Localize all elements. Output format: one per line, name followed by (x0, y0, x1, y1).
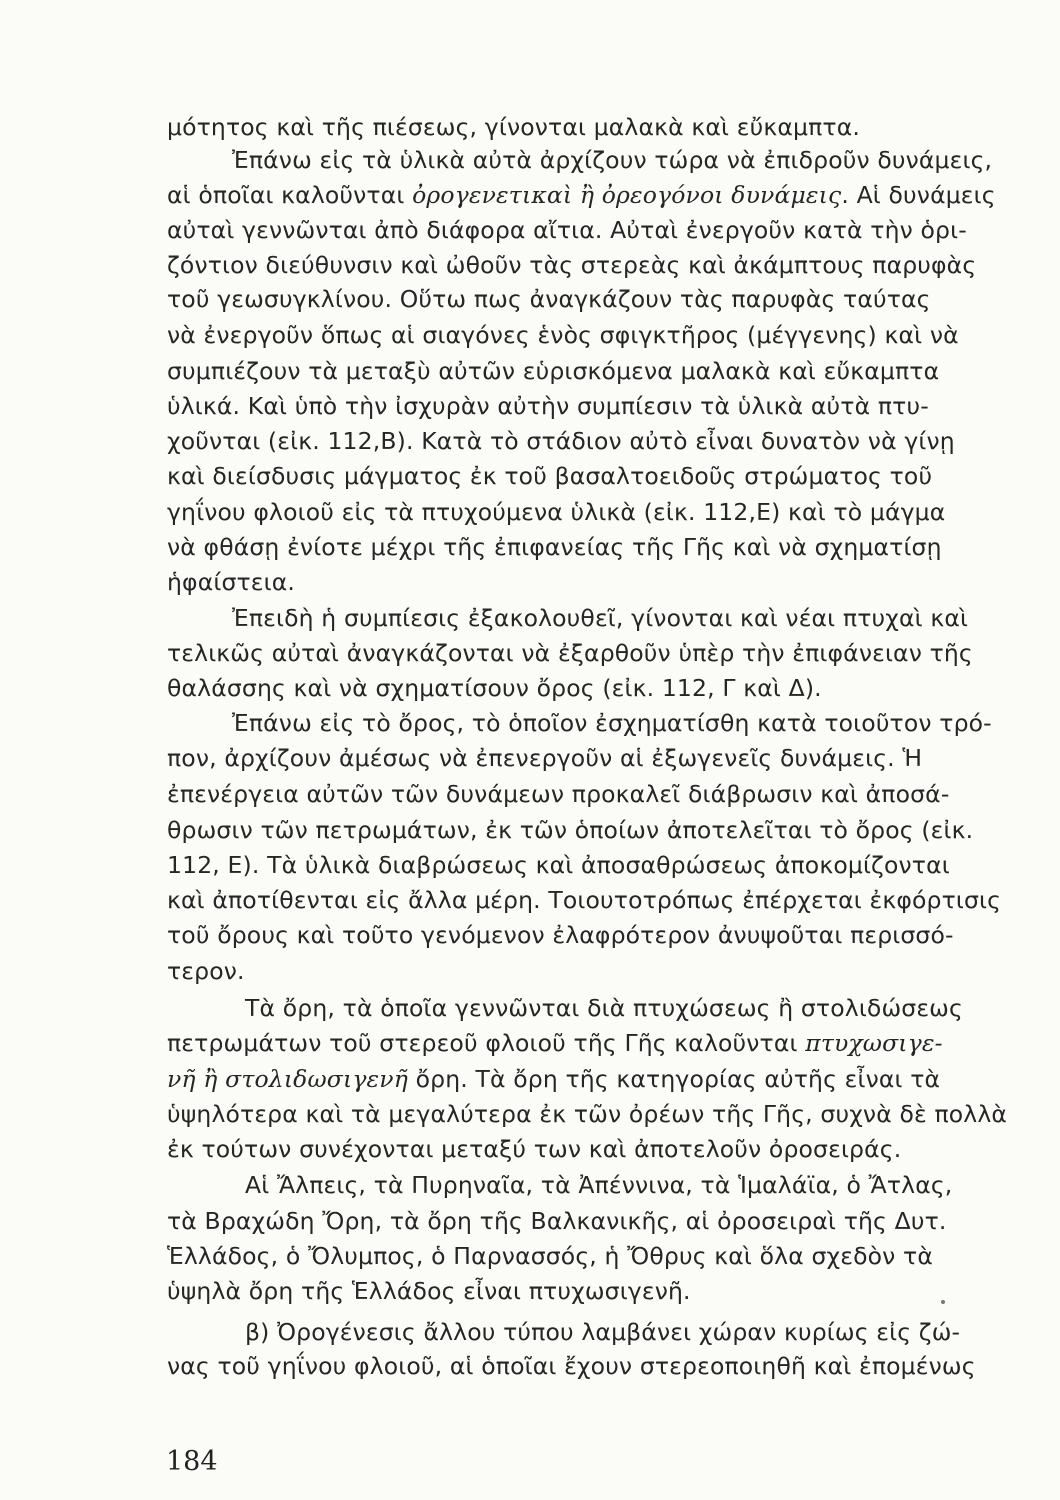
text-line-15: Ἐπειδὴ ἡ συμπίεσις ἐξακολουθεῖ, γίνονται καὶ νέαι πτυχαὶ καὶ (232, 604, 969, 632)
text-line-22: 112, Ε). Τὰ ὑλικὰ διαβρώσεως καὶ ἀποσαθρώσεως ἀποκομίζονται (167, 851, 950, 879)
text-line-1: μότητος καὶ τῆς πιέσεως, γίνονται μαλακὰ καὶ εὔκαμπτα. (167, 113, 860, 141)
text-line-23: καὶ ἀποτίθενται εἰς ἄλλα μέρη. Τοιουτοτρόπως ἐπέρχεται ἐκφόρτισις (167, 886, 1002, 914)
text-line-17: θαλάσσης καὶ νὰ σχηματίσουν ὄρος (εἰκ. 112, Γ καὶ Δ). (167, 674, 822, 702)
text-line-9: ὑλικά. Καὶ ὑπὸ τὴν ἰσχυρὰν αὐτὴν συμπίεσιν τὰ ὑλικὰ αὐτὰ πτυ- (167, 392, 929, 420)
text-line-12: γηΐνου φλοιοῦ εἰς τὰ πτυχούμενα ὑλικὰ (εἰκ. 112,Ε) καὶ τὸ μάγμα (167, 498, 946, 526)
text-line-2: Ἐπάνω εἰς τὰ ὑλικὰ αὐτὰ ἀρχίζουν τώρα νὰ ἐπιδροῦν δυνάμεις, (232, 146, 993, 174)
emphasized-term-orogenetic: ὀρογενετικαὶ ἢ ὀρεογόνοι δυνάμεις (412, 181, 842, 209)
text-line-4: αὐταὶ γεννῶνται ἀπὸ διάφορα αἴτια. Αὐταὶ ἐνεργοῦν κατὰ τὴν ὁρι- (167, 216, 967, 244)
text-line-8: συμπιέζουν τὰ μεταξὺ αὐτῶν εὑρισκόμενα μαλακὰ καὶ εὔκαμπτα (167, 357, 940, 385)
text-line-36: νας τοῦ γηΐνου φλοιοῦ, αἱ ὁποῖαι ἔχουν στερεοποιηθῆ καὶ ἐπομένως (167, 1352, 976, 1380)
text-line-3-part-a: αἱ ὁποῖαι καλοῦνται (167, 181, 413, 209)
text-line-26: Τὰ ὄρη, τὰ ὁποῖα γεννῶνται διὰ πτυχώσεως ἢ στολιδώσεως (245, 994, 963, 1022)
text-line-7: νὰ ἐνεργοῦν ὅπως αἱ σιαγόνες ἑνὸς σφιγκτῆρος (μέγγενης) καὶ νὰ (167, 321, 959, 349)
text-line-10: χοῦνται (εἰκ. 112,Β). Κατὰ τὸ στάδιον αὐτὸ εἶναι δυνατὸν νὰ γίνῃ (167, 427, 955, 455)
text-line-27-part-a: πετρωμάτων τοῦ στερεοῦ φλοιοῦ τῆς Γῆς καλοῦνται (167, 1029, 806, 1057)
text-line-27 (167, 1028, 1037, 1058)
text-line-34: ὑψηλὰ ὄρη τῆς Ἑλλάδος εἶναι πτυχωσιγενῆ. (167, 1277, 691, 1305)
text-line-31: Αἱ Ἄλπεις, τὰ Πυρηναῖα, τὰ Ἀπέννινα, τὰ Ἱμαλάϊα, ὁ Ἄτλας, (245, 1171, 953, 1199)
text-line-5: ζόντιον διεύθυνσιν καὶ ὠθοῦν τὰς στερεὰς καὶ ἀκάμπτους παρυφὰς (167, 251, 977, 279)
text-line-6: τοῦ γεωσυγκλίνου. Οὕτω πως ἀναγκάζουν τὰς παρυφὰς ταύτας (167, 285, 931, 313)
text-line-13: νὰ φθάσῃ ἐνίοτε μέχρι τῆς ἐπιφανείας τῆς Γῆς καὶ νὰ σχηματίσῃ (167, 533, 942, 561)
text-line-24: τοῦ ὄρους καὶ τοῦτο γενόμενον ἐλαφρότερον ἀνυψοῦται περισσό- (167, 921, 954, 949)
text-line-18: Ἐπάνω εἰς τὸ ὄρος, τὸ ὁποῖον ἐσχηματίσθη κατὰ τοιοῦτον τρό- (232, 709, 992, 737)
emphasized-term-fold-mountains-cont: νῆ ἢ στολιδωσιγενῆ (167, 1065, 408, 1093)
text-line-3 (167, 180, 1037, 210)
text-line-30: ἐκ τούτων συνέχονται μεταξύ των καὶ ἀποτελοῦν ὀροσειράς. (167, 1135, 902, 1163)
text-line-25: τερον. (167, 957, 245, 985)
print-speck (941, 1300, 945, 1304)
text-line-29: ὑψηλότερα καὶ τὰ μεγαλύτερα ἐκ τῶν ὀρέων τῆς Γῆς, συχνὰ δὲ πολλὰ (167, 1100, 1008, 1128)
text-line-32: τὰ Βραχώδη Ὄρη, τὰ ὄρη τῆς Βαλκανικῆς, αἱ ὀροσειραὶ τῆς Δυτ. (167, 1207, 947, 1235)
text-line-11: καὶ διείσδυσις μάγματος ἐκ τοῦ βασαλτοειδοῦς στρώματος τοῦ (167, 462, 933, 490)
text-line-3-part-c: . Αἱ δυνάμεις (841, 181, 996, 209)
text-line-20: ἐπενέργεια αὐτῶν τῶν δυνάμεων προκαλεῖ διάβρωσιν καὶ ἀποσά- (167, 780, 950, 808)
page-number: 184 (166, 1446, 218, 1477)
text-line-14: ἡφαίστεια. (167, 568, 295, 596)
text-line-33: Ἑλλάδος, ὁ Ὄλυμπος, ὁ Παρνασσός, ἡ Ὄθρυς καὶ ὅλα σχεδὸν τὰ (167, 1242, 934, 1270)
text-line-21: θρωσιν τῶν πετρωμάτων, ἐκ τῶν ὁποίων ἀποτελεῖται τὸ ὄρος (εἰκ. (167, 816, 974, 844)
text-line-35: β) Ὀρογένεσις ἄλλου τύπου λαμβάνει χώραν κυρίως εἰς ζώ- (245, 1318, 961, 1346)
text-line-28 (167, 1064, 1037, 1094)
text-line-16: τελικῶς αὐταὶ ἀναγκάζονται νὰ ἐξαρθοῦν ὑπὲρ τὴν ἐπιφάνειαν τῆς (167, 639, 973, 667)
text-line-28-part-c: ὄρη. Τὰ ὄρη τῆς κατηγορίας αὐτῆς εἶναι τὰ (407, 1065, 941, 1093)
emphasized-term-fold-mountains: πτυχωσιγε- (805, 1029, 943, 1057)
text-line-19: πον, ἀρχίζουν ἀμέσως νὰ ἐπενεργοῦν αἱ ἐξωγενεῖς δυνάμεις. Ἡ (167, 744, 923, 772)
